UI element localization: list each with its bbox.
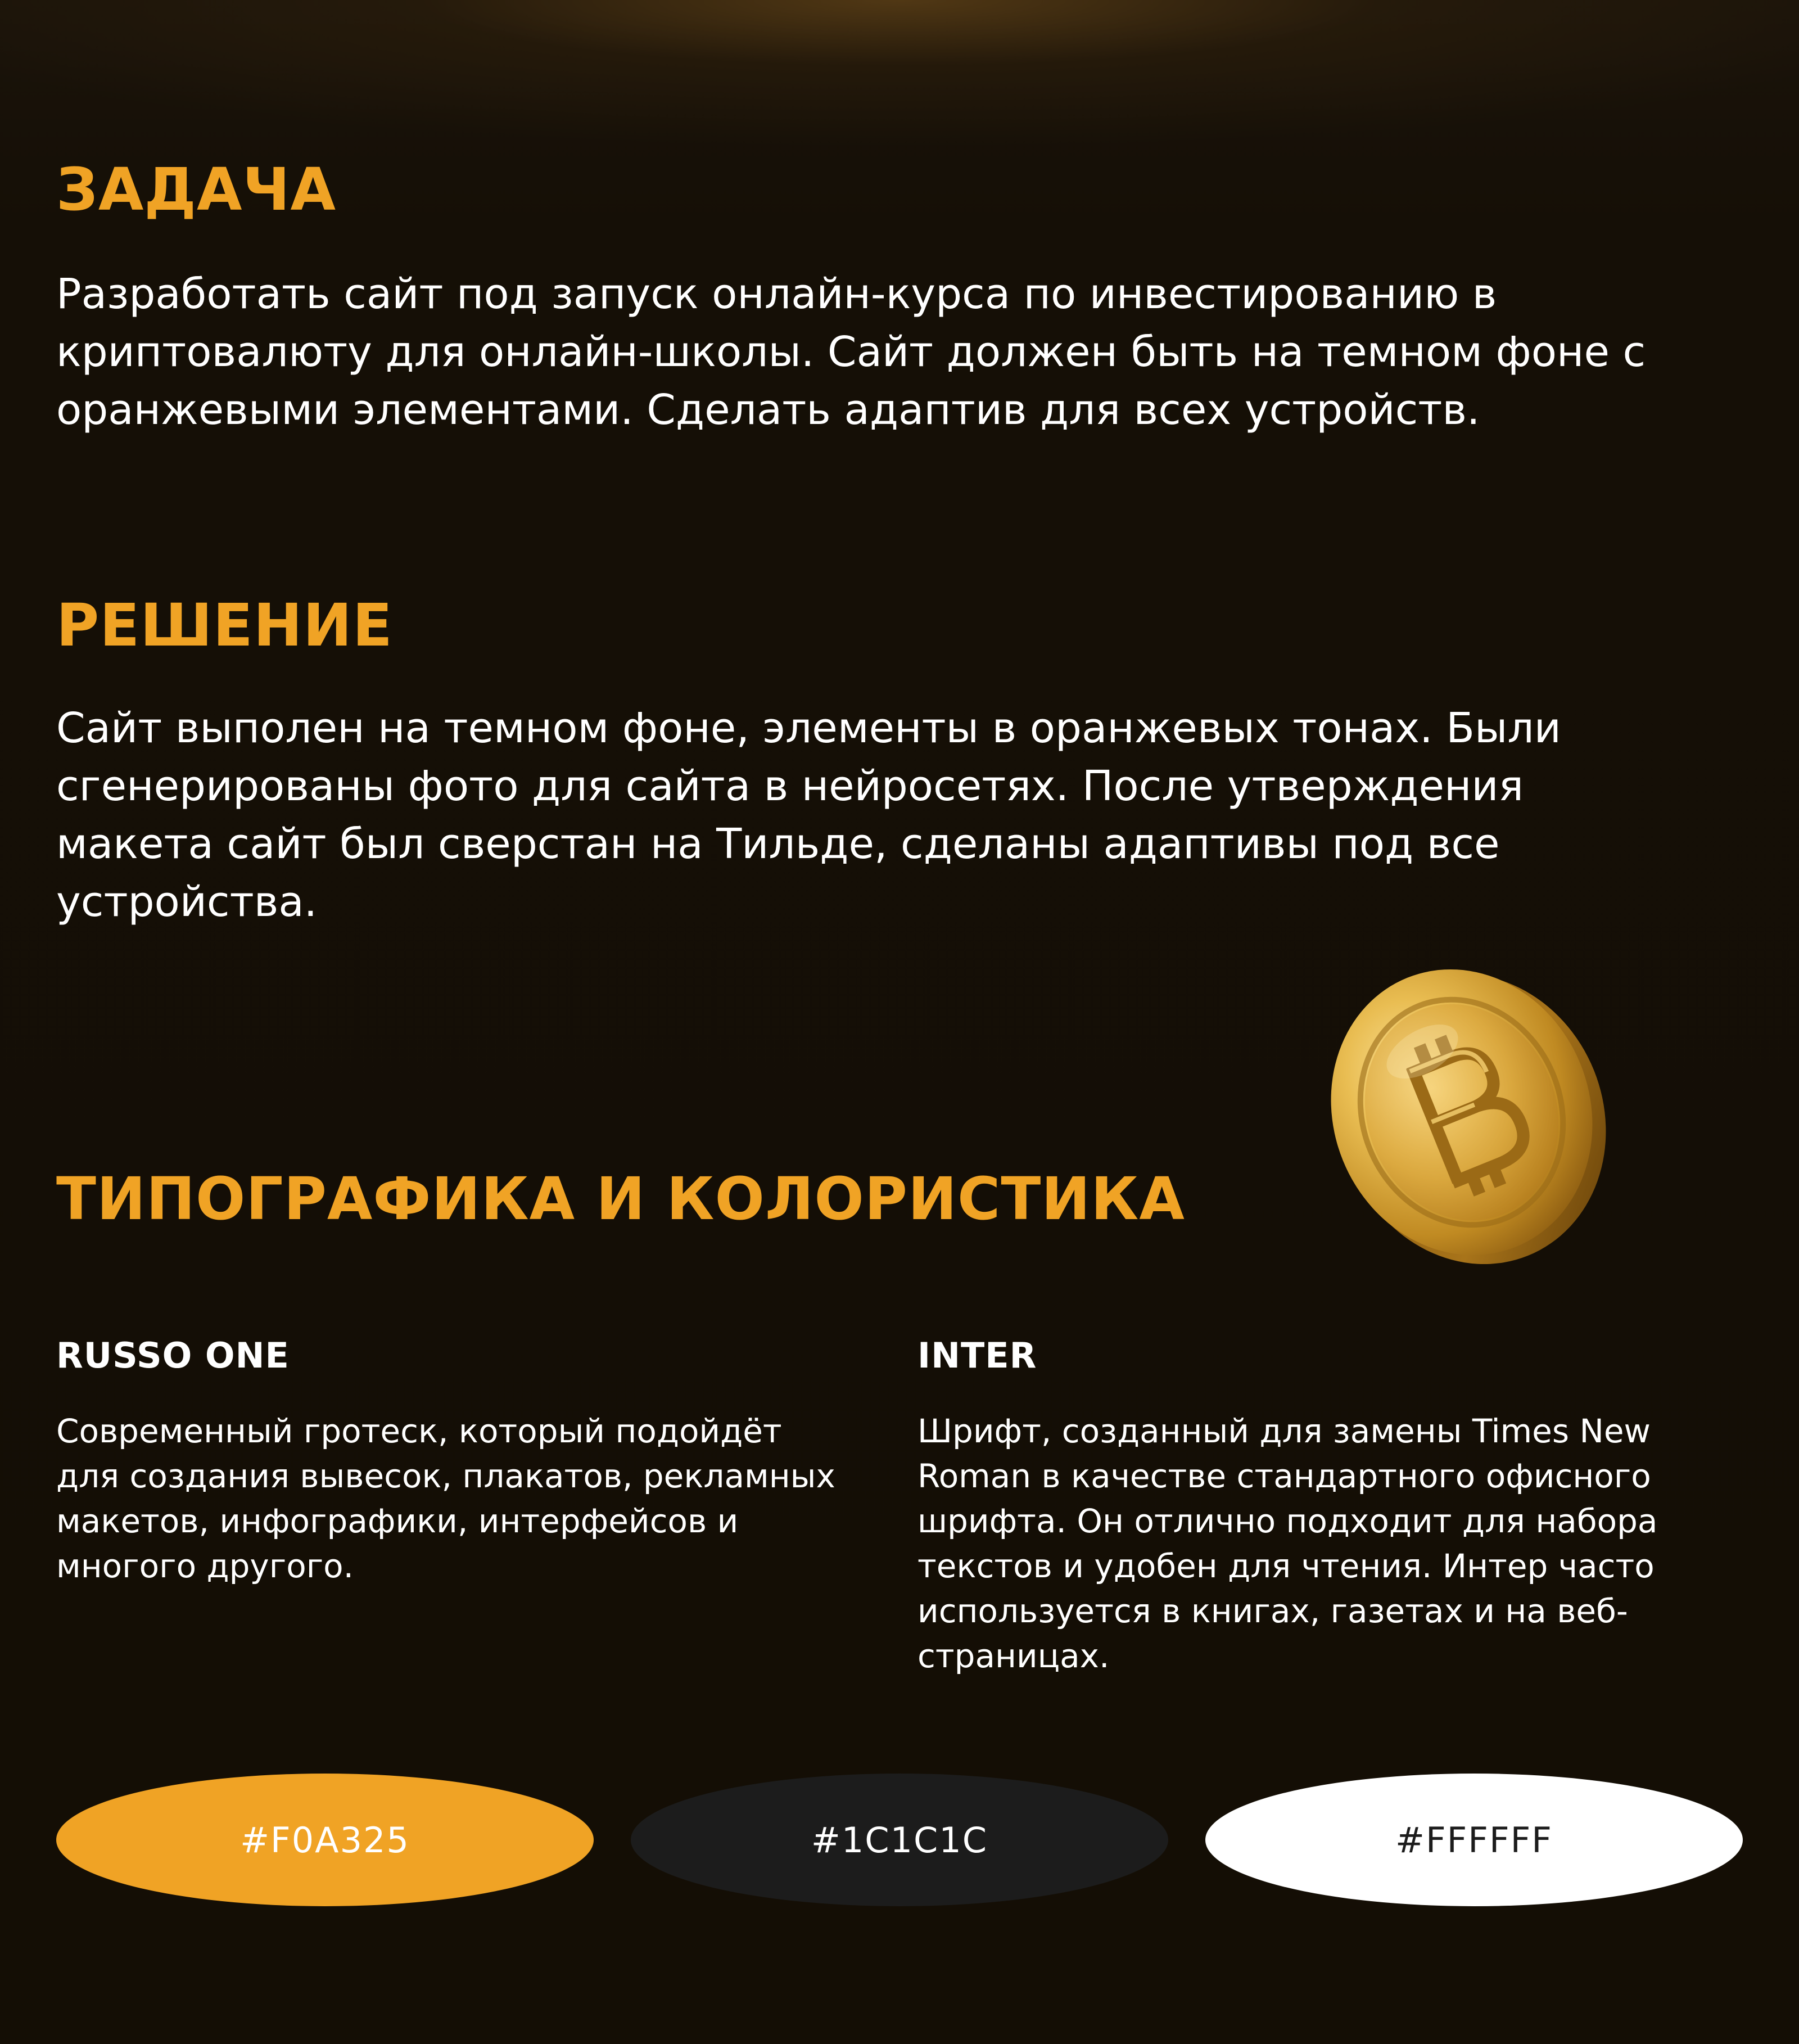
font-description: Современный гротеск, который подойдёт для создания вывесок, плакатов, рекламных макетов, инфографики, интерфейсов и многого другого. <box>56 1412 835 1585</box>
task-text: Разработать сайт под запуск онлайн-курса по инвестированию в криптовалюту для онлайн-школы. Сайт должен быть на темном фоне с оранжевыми элементами. Сделать адаптив для всех устройств. <box>56 270 1646 434</box>
font-name: INTER <box>917 1335 1037 1376</box>
swatch-label: #FFFFFF <box>1395 1819 1553 1861</box>
task-heading: ЗАДАЧА <box>56 155 337 224</box>
swatch-label: #1C1C1C <box>811 1819 988 1861</box>
color-swatch-white <box>1205 1774 1743 1906</box>
swatch-label: #F0A325 <box>240 1819 410 1861</box>
font-name: RUSSO ONE <box>56 1335 290 1376</box>
typography-heading: ТИПОГРАФИКА И КОЛОРИСТИКА <box>56 1165 1185 1233</box>
font-description: Шрифт, созданный для замены Times New Roman в качестве стандартного офисного шрифта. Он отлично подходит для набора текстов и удобен для чтения. Интер часто используется в книгах, газетах и на веб-страницах. <box>917 1412 1658 1675</box>
color-swatch-orange <box>56 1774 594 1906</box>
solution-heading: РЕШЕНИЕ <box>56 591 393 660</box>
bitcoin-coin-icon <box>1310 956 1613 1271</box>
color-swatch-dark <box>631 1774 1168 1906</box>
solution-text: Сайт выполен на темном фоне, элементы в оранжевых тонах. Были сгенерированы фото для сайта в нейросетях. После утверждения макета сайт был сверстан на Тильде, сделаны адаптивы под все устройства. <box>56 704 1561 926</box>
